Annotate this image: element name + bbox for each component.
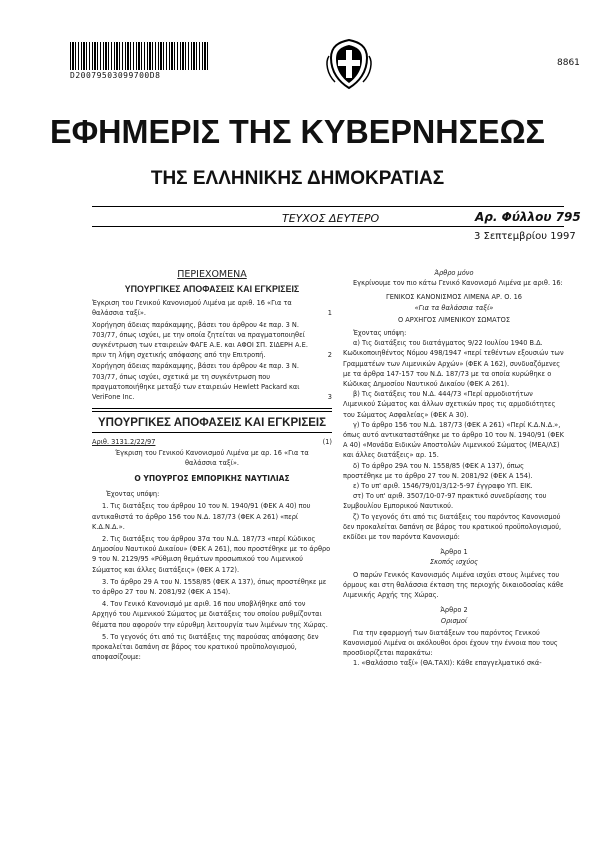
recital-item: α) Τις διατάξεις του διατάγματος 9/22 Ιουλίου 1940 Β.Δ. Κωδικοποιηθέντος Νόμου 498/1947 «περί τεθέντων εξουσιών των Γραμματέων των Λιμενικών Αρχών» (ΦΕΚ Α 162), συνδυαζόμενες με τα άρθρα 147-157 του Ν.Δ. 187/73 με τα οποία κυρώθηκε ο Κώδικας Δημοσίου Ναυτικού Δικαίου (ΦΕΚ Α 261). bbox=[343, 339, 564, 389]
minister-title: Ο ΥΠΟΥΡΓΟΣ ΕΜΠΟΡΙΚΗΣ ΝΑΥΤΙΛΙΑΣ bbox=[134, 474, 290, 484]
coat-of-arms-icon bbox=[325, 38, 373, 90]
having-regard: Έχοντας υπόψη: bbox=[353, 329, 407, 338]
recital-item: 2. Τις διατάξεις του άρθρου 37α του Ν.Δ. 187/73 «περί Κώδικος Δημοσίου Ναυτικού Δικαίου» (ΦΕΚ Α 261), που προστέθηκε με το άρθρο 9 του Ν. 2129/95 «Ρύθμιση θεμάτων προσωπικού του Λιμενικού Σώματος και άλλες διατάξεις» (ΦΕΚ Α 172). bbox=[92, 535, 331, 574]
regulation-subtitle: «Για τα θαλάσσια ταξί» bbox=[414, 303, 494, 312]
toc-entry-text: Έγκριση του Γενικού Κανονισμού Λιμένα με αριθ. 16 «Για τα θαλάσσια ταξί». bbox=[92, 299, 292, 318]
toc-entry-page: 1 bbox=[327, 309, 332, 318]
article-2-title: Ορισμοί bbox=[440, 616, 468, 625]
issue-date: 3 Σεπτεμβρίου 1997 bbox=[474, 231, 576, 242]
barcode bbox=[70, 42, 210, 70]
having-regard: Έχοντας υπόψη: bbox=[106, 490, 160, 499]
article-1-heading: Άρθρο 1 bbox=[440, 548, 468, 557]
toc-entry[interactable] bbox=[92, 320, 332, 361]
recital-item: 4. Τον Γενικό Κανονισμό με αριθ. 16 που υποβλήθηκε από τον Αρχηγό του Λιμενικού Σώματος με διατάξεις του οποίου ρυθμίζονται θέματα που αφορούν την εύρυθμη λειτουργία των λιμένων της Χώρας. bbox=[92, 600, 328, 629]
left-column bbox=[92, 268, 332, 663]
toc-entry-page: 2 bbox=[327, 351, 332, 360]
recital-item: ζ) Το γεγονός ότι από τις διατάξεις του παρόντος Κανονισμού δεν προκαλείται δαπάνη σε βάρος του κρατικού προϋπολογισμού, εκδίδει με τον παρόντα Κανονισμό: bbox=[343, 512, 562, 542]
issue-label: ΤΕΥΧΟΣ ΔΕΥΤΕΡΟ bbox=[282, 212, 380, 225]
regulation-title: ΓΕΝΙΚΟΣ ΚΑΝΟΝΙΣΜΟΣ ΛΙΜΕΝΑ ΑΡ. Ο. 16 bbox=[386, 293, 522, 302]
right-column bbox=[343, 268, 565, 669]
recital-item: 5. Το γεγονός ότι από τις διατάξεις της παρούσας απόφασης δεν προκαλείται δαπάνη σε βάρος του κρατικού προϋπολογισμού, αποφασίζουμε: bbox=[92, 632, 319, 662]
decision-number: Αριθ. 3131.2/22/97 bbox=[92, 438, 156, 447]
header-rule-lower bbox=[92, 226, 564, 227]
article-1-title: Σκοπός ισχύος bbox=[429, 558, 479, 567]
contents-rule bbox=[92, 408, 332, 409]
sheet-number: Αρ. Φύλλου 795 bbox=[475, 210, 581, 224]
decision-mark: (1) bbox=[322, 438, 332, 447]
recital-item: ε) Το υπ' αριθ. 1546/79/01/3/12-5-97 έγγραφο ΥΠ. ΕΙΚ. bbox=[353, 482, 533, 491]
toc-entry-text: Χορήγηση άδειας παράκαμψης, βάσει του άρθρου 4ε παρ. 3 Ν. 703/77, όπως ισχύει, σχετικά με τη συγκέντρωση που πραγματοποιήθηκε μεταξύ των εταιρειών Hewlett Packard και VeriFone Inc. bbox=[92, 362, 300, 402]
article-2-heading: Άρθρο 2 bbox=[440, 606, 468, 615]
article-2-item: 1. «Θαλάσσιο ταξί» (ΘΑ.ΤΑΧΙ): Κάθε επαγγελματικό σκά- bbox=[353, 659, 542, 668]
toc-entry-page: 3 bbox=[327, 393, 332, 402]
contents-subtitle: ΥΠΟΥΡΓΙΚΕΣ ΑΠΟΦΑΣΕΙΣ ΚΑΙ ΕΓΚΡΙΣΕΙΣ bbox=[124, 284, 300, 294]
recital-item: στ) Το υπ' αριθ. 3507/10-07-97 πρακτικό συνεδρίασης του Συμβουλίου Εμπορικού Ναυτικού. bbox=[343, 492, 547, 511]
recital-item: δ) Το άρθρο 29Α του Ν. 1558/85 (ΦΕΚ Α 137), όπως προστέθηκε με το άρθρο 27 του Ν. 2081/92 (ΦΕΚ Α 154). bbox=[343, 461, 533, 480]
masthead: ΕΦΗΜΕΡΙΣ ΤΗΣ ΚΥΒΕΡΝΗΣΕΩΣ bbox=[50, 113, 545, 150]
header-rule bbox=[92, 206, 564, 207]
recital-item: 1. Τις διατάξεις του άρθρου 10 του Ν. 1940/91 (ΦΕΚ Α 40) που αντικαθιστά το άρθρο 156 του Ν.Δ. 187/73 (ΦΕΚ Α 261) «περί Κ.Δ.Ν.Δ.». bbox=[92, 502, 311, 531]
toc-entry-text: Χορήγηση άδειας παράκαμψης, βάσει του άρθρου 4ε παρ. 3 Ν. 703/77, όπως ισχύει, με την οποία ζητείται να πραγματοποιηθεί συγκέντρωση των εταιρειών ΦΑΓΕ Α.Ε. και ΑΦΟΙ ΣΠ. ΣΙΔΕΡΗ Α.Ε. πριν τη λήψη σχετικής απόφασης από την Επιτροπή. bbox=[92, 320, 308, 360]
decision-header bbox=[92, 437, 332, 447]
recital-item: γ) Το άρθρο 156 του Ν.Δ. 187/73 (ΦΕΚ Α 261) «Περί Κ.Δ.Ν.Δ.», όπως αυτό αντικαταστάθηκε με το άρθρο 10 του Ν. 1940/91 (ΦΕΚ Α 40) «Μονάδα Ειδικών Αποστολών Λιμενικού Σώματος (ΜΕΑ/ΛΣ) και άλλες διατάξεις» αρ. 15. bbox=[343, 420, 564, 460]
contents-title: ΠΕΡΙΕΧΟΜΕΝΑ bbox=[177, 269, 247, 280]
contents-rule bbox=[92, 411, 332, 412]
decision-subject: Έγκριση του Γενικού Κανονισμού Λιμένα με αρ. 16 «Για τα θαλάσσια ταξί». bbox=[115, 448, 309, 467]
recital-item: 3. Το άρθρο 29 Α του Ν. 1558/85 (ΦΕΚ Α 137), όπως προστέθηκε με το άρθρο 27 του Ν. 2081/92 (ΦΕΚ Α 154). bbox=[92, 577, 327, 597]
barcode-number: D20079503099700D8 bbox=[70, 71, 161, 80]
section-title: ΥΠΟΥΡΓΙΚΕΣ ΑΠΟΦΑΣΕΙΣ ΚΑΙ ΕΓΚΡΙΣΕΙΣ bbox=[98, 417, 326, 430]
page-number: 8861 bbox=[557, 58, 580, 68]
toc-entry[interactable] bbox=[92, 361, 332, 402]
article-1-text: Ο παρών Γενικός Κανονισμός Λιμένα ισχύει στους λιμένες του όρμους και στη θαλάσσια έκταση της περιοχής δικαιοδοσίας κάθε Λιμενικής Αρχής της Χώρας. bbox=[343, 570, 564, 600]
toc-entry[interactable] bbox=[92, 298, 332, 318]
section-rule bbox=[92, 432, 332, 433]
recital-item: β) Τις διατάξεις του Ν.Δ. 444/73 «Περί αρμοδιοτήτων Λιμενικού Σώματος και άλλων σχετικών προς τις αρμοδιότητες του Σώματος Ασφαλείας» (ΦΕΚ Α 30). bbox=[343, 390, 556, 419]
approval-text: Εγκρίνουμε τον πιο κάτω Γενικό Κανονισμό Λιμένα με αριθ. 16: bbox=[353, 279, 563, 288]
chief-title: Ο ΑΡΧΗΓΟΣ ΛΙΜΕΝΙΚΟΥ ΣΩΜΑΤΟΣ bbox=[398, 315, 510, 324]
article-single: Άρθρο μόνο bbox=[434, 269, 474, 277]
article-2-text: Για την εφαρμογή των διατάξεων του παρόντος Γενικού Κανονισμού Λιμένα οι ακόλουθοι όροι έχουν την έννοια που τους προσδιορίζεται παρακάτω: bbox=[343, 628, 558, 658]
masthead-subtitle: ΤΗΣ ΕΛΛΗΝΙΚΗΣ ΔΗΜΟΚΡΑΤΙΑΣ bbox=[150, 168, 445, 189]
